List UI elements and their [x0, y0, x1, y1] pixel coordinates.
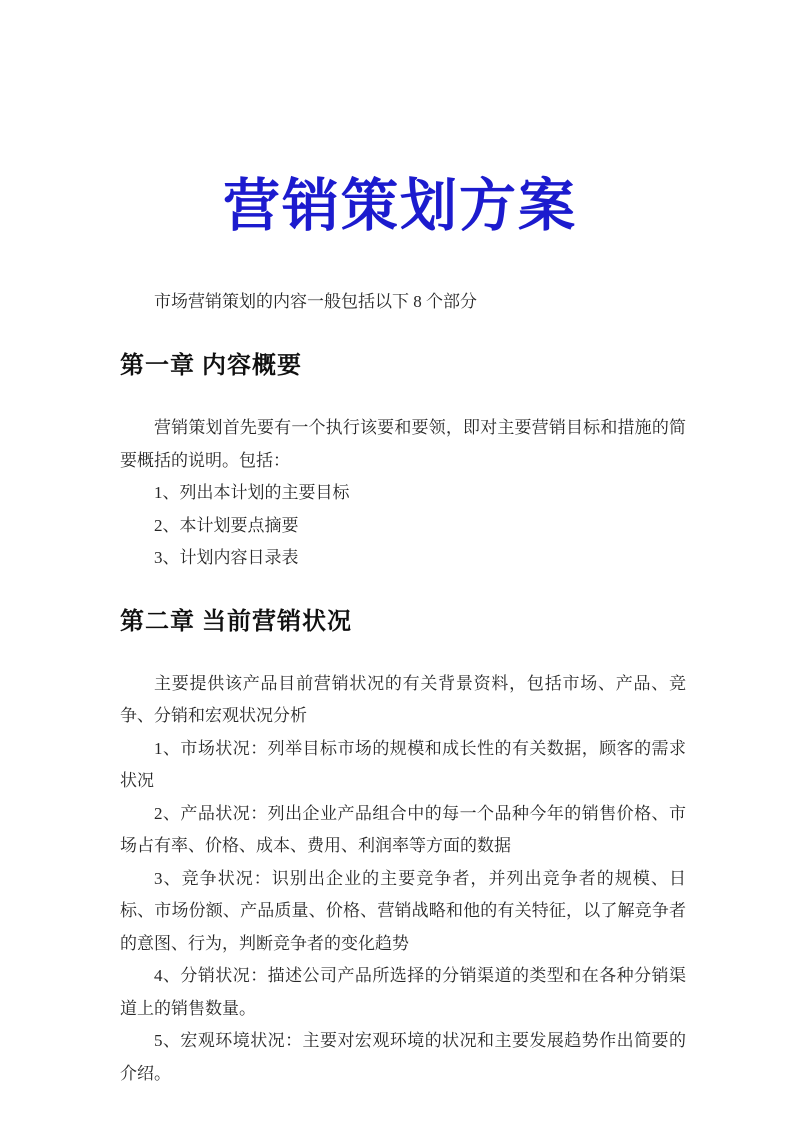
intro-paragraph: 市场营销策划的内容一般包括以下 8 个部分 [154, 292, 477, 312]
section-chapter-2 [120, 607, 686, 1091]
chapter-1-paragraph: 营销策划首先要有一个执行该要和要领，即对主要营销目标和措施的简要概括的说明。包括： [120, 418, 686, 470]
chapter-2-list-item-5: 5、宏观环境状况：主要对宏观环境的状况和主要发展趋势作出简要的介绍。 [120, 1031, 686, 1083]
chapter-2-list-item-4: 4、分销状况：描述公司产品所选择的分销渠道的类型和在各种分销渠道上的销售数量。 [120, 966, 686, 1018]
chapter-2-list-item-2: 2、产品状况：列出企业产品组合中的每一个品种今年的销售价格、市场占有率、价格、成本、费用、利润率等方面的数据 [120, 803, 686, 856]
chapter-1-list-item-1: 1、列出本计划的主要目标 [154, 483, 350, 503]
chapter-1-heading: 第一章 内容概要 [120, 352, 302, 379]
chapter-2-heading: 第二章 当前营销状况 [120, 608, 352, 635]
document-body [0, 286, 800, 1090]
section-chapter-1 [120, 351, 686, 575]
chapter-2-paragraph: 主要提供该产品目前营销状况的有关背景资料，包括市场、产品、竞争、分销和宏观状况分析 [120, 673, 686, 726]
document-title: 营销策划方案 [223, 174, 577, 238]
chapter-2-list-item-3: 3、竞争状况：识别出企业的主要竞争者，并列出竞争者的规模、日标、市场份额、产品质量、价格、营销战略和他的有关特征，以了解竞争者的意图、行为，判断竞争者的变化趋势 [120, 868, 686, 953]
chapter-2-list-item-1: 1、市场状况：列举目标市场的规模和成长性的有关数据，顾客的需求状况 [120, 738, 686, 791]
chapter-1-list-item-3: 3、计划内容日录表 [154, 548, 299, 568]
chapter-1-list-item-2: 2、本计划要点摘要 [154, 515, 299, 535]
